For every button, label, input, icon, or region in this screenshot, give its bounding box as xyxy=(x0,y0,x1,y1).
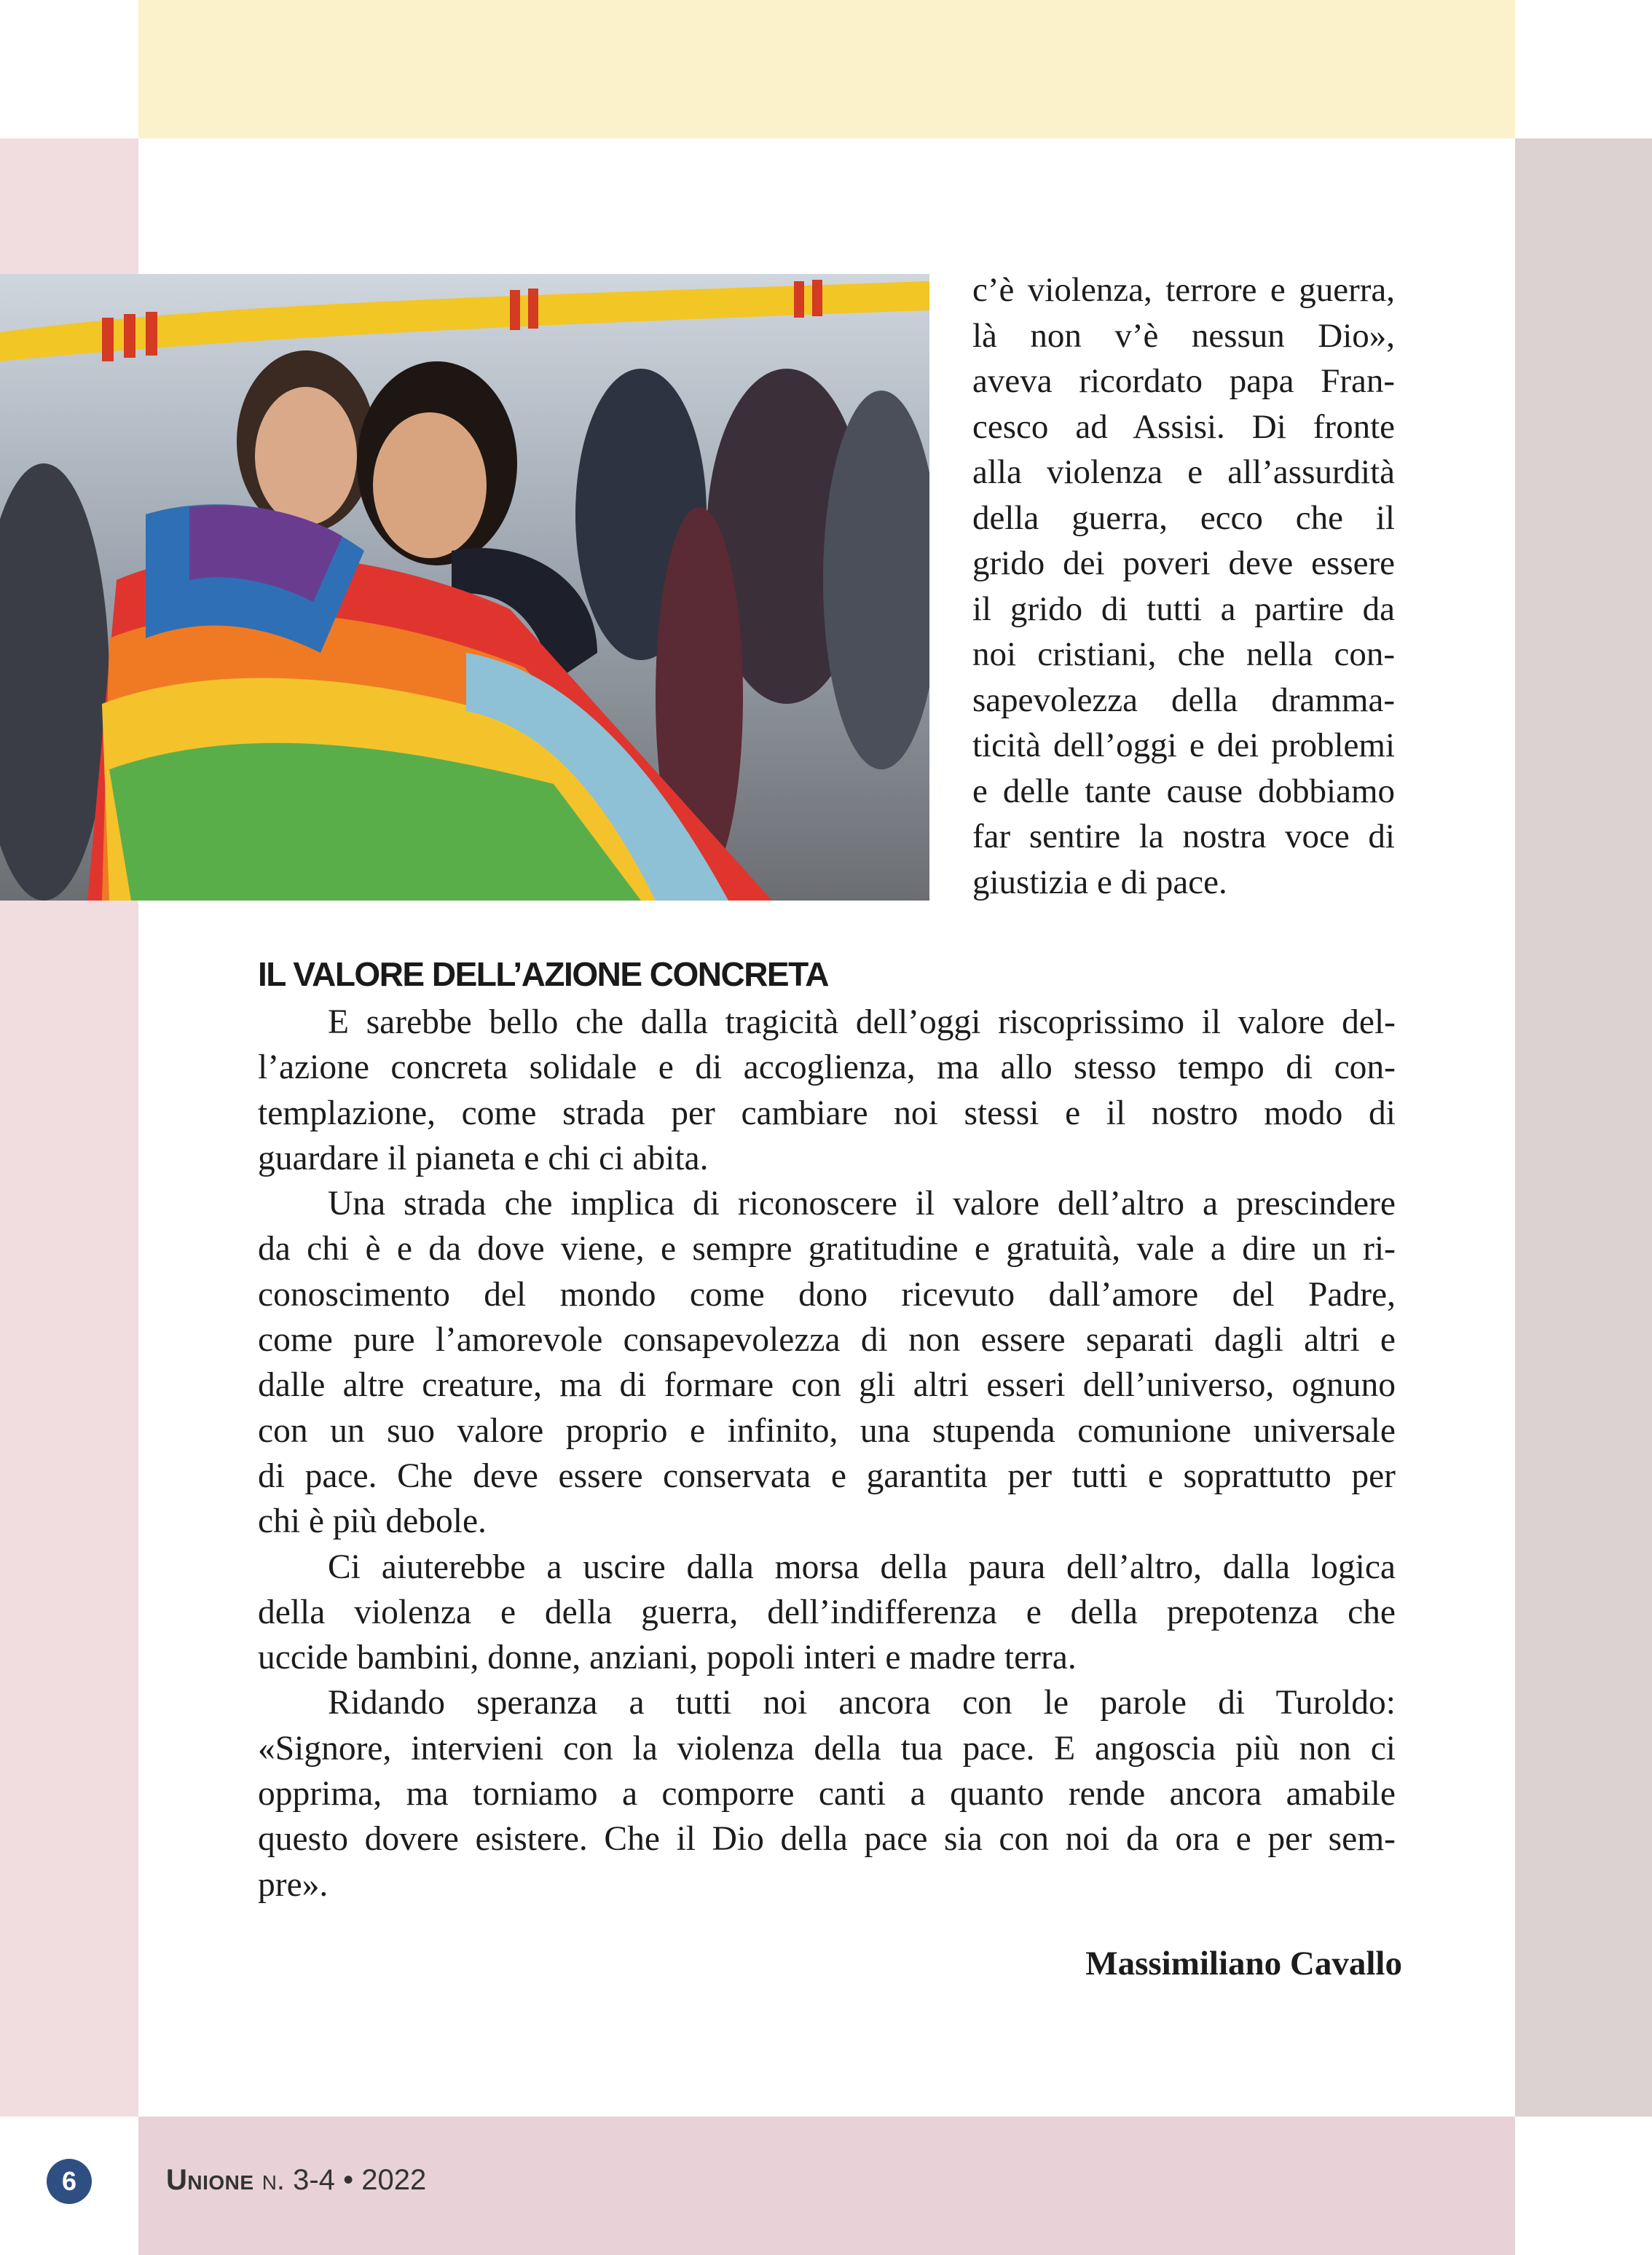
footer-publication xyxy=(166,2164,426,2197)
article-body xyxy=(258,1000,1396,1907)
body-line: con un suo valore proprio e infinito, una stupenda comunione universale xyxy=(258,1411,1396,1450)
body-line: l’azione concreta solidale e di accoglienza, ma allo stesso tempo di con- xyxy=(258,1048,1396,1087)
body-line: «Signore, intervieni con la violenza della tua pace. E angoscia più non ci xyxy=(258,1729,1396,1768)
page-number-badge: 6 xyxy=(47,2159,92,2204)
text-line: far sentire la nostra voce di xyxy=(972,817,1395,855)
text-line: alla violenza e all’assurdità xyxy=(972,453,1395,491)
text-line: giustizia e di pace. xyxy=(972,863,1227,901)
article-photo xyxy=(0,274,929,901)
text-line: aveva ricordato papa Fran- xyxy=(972,362,1395,400)
body-line: di pace. Che deve essere conservata e garantita per tutti e soprattutto per xyxy=(258,1456,1396,1495)
peace-hug-photo xyxy=(0,274,929,901)
body-line: uccide bambini, donne, anziani, popoli interi e madre terra. xyxy=(258,1639,1077,1677)
corner-white-bottom xyxy=(1515,2117,1652,2255)
body-line: guardare il pianeta e chi ci abita. xyxy=(258,1139,709,1177)
text-line: cesco ad Assisi. Di fronte xyxy=(972,407,1395,446)
issue-year: 2022 xyxy=(361,2164,427,2196)
corner-white xyxy=(0,0,138,138)
body-line: opprima, ma torniamo a comporre canti a quanto rende ancora amabile xyxy=(258,1775,1396,1813)
text-line: grido dei poveri deve essere xyxy=(972,544,1395,582)
body-line: Ridando speranza a tutti noi ancora con le parole di Turoldo: xyxy=(328,1684,1396,1722)
body-line: da chi è e da dove viene, e sempre gratitudine e gratuità, vale a dire un ri- xyxy=(258,1230,1396,1268)
text-line: sapevolezza della dramma- xyxy=(972,681,1395,719)
magazine-name: Unione xyxy=(166,2164,254,2196)
text-line: della guerra, ecco che il xyxy=(972,498,1395,537)
text-line: là non v’è nessun Dio», xyxy=(972,316,1395,355)
top-color-band xyxy=(138,0,1515,138)
text-line: ticità dell’oggi e dei problemi xyxy=(972,726,1395,764)
text-line: e delle tante cause dobbiamo xyxy=(972,772,1395,810)
body-line: templazione, come strada per cambiare noi stessi e il nostro modo di xyxy=(258,1094,1396,1132)
text-line: noi cristiani, che nella con- xyxy=(972,635,1395,673)
body-line: conoscimento del mondo come dono ricevuto dall’amore del Padre, xyxy=(258,1275,1396,1314)
footer-separator: • xyxy=(343,2164,354,2196)
body-line: come pure l’amorevole consapevolezza di non essere separati dagli altri e xyxy=(258,1321,1396,1360)
body-line: dalle altre creature, ma di formare con gli altri esseri dell’universo, ognuno xyxy=(258,1366,1396,1405)
body-line: chi è più debole. xyxy=(258,1502,487,1541)
text-line: il grido di tutti a partire da xyxy=(972,589,1395,628)
section-heading: IL VALORE DELL’AZIONE CONCRETA xyxy=(258,955,829,993)
body-line: della violenza e della guerra, dell’indifferenza e della prepotenza che xyxy=(258,1593,1396,1631)
body-line: E sarebbe bello che dalla tragicità dell’oggi riscoprissimo il valore del- xyxy=(328,1003,1396,1041)
author-signature: Massimiliano Cavallo xyxy=(1085,1945,1402,1983)
body-line: Una strada che implica di riconoscere il valore dell’altro a prescindere xyxy=(328,1185,1396,1223)
body-line: Ci aiuterebbe a uscire dalla morsa della paura dell’altro, dalla logica xyxy=(328,1548,1396,1586)
text-line: c’è violenza, terrore e guerra, xyxy=(972,271,1395,309)
issue-number: n. 3-4 xyxy=(261,2164,335,2196)
right-color-band xyxy=(1515,138,1652,2117)
body-line: pre». xyxy=(258,1865,329,1904)
right-text-column xyxy=(972,267,1395,905)
body-line: questo dovere esistere. Che il Dio della pace sia con noi da ora e per sem- xyxy=(258,1820,1396,1859)
